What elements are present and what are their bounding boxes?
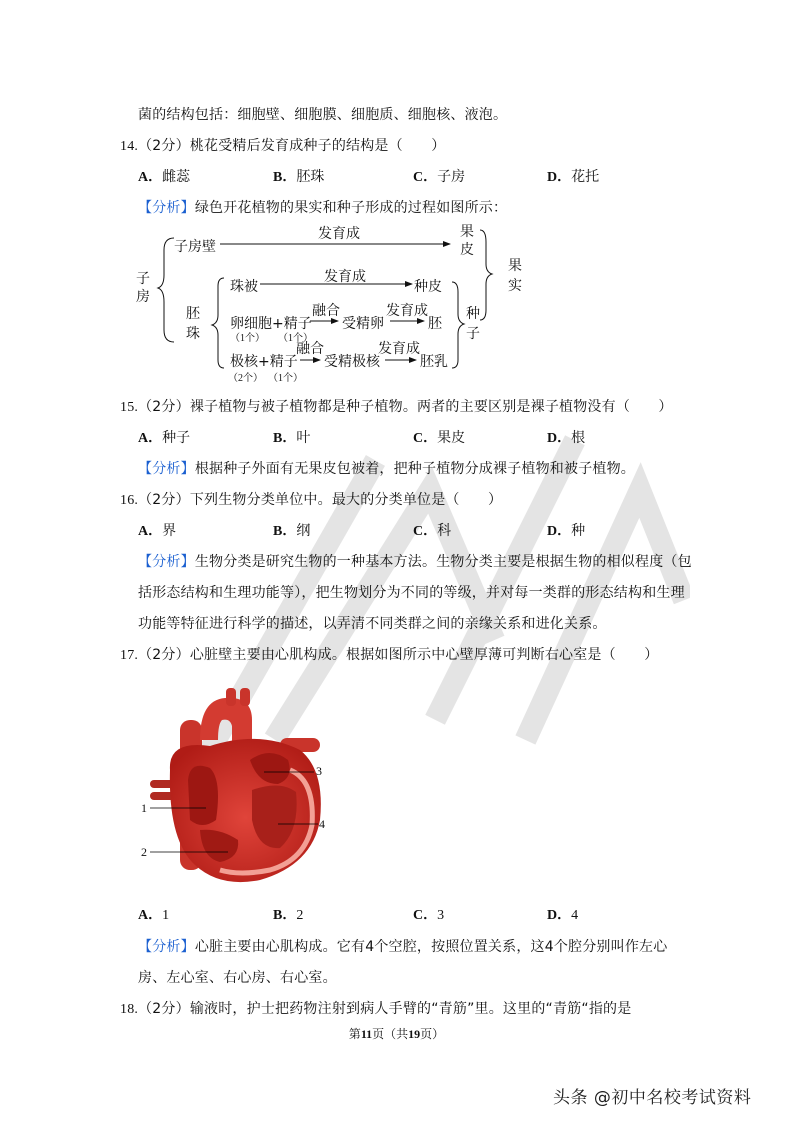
- option-a[interactable]: A．1: [138, 908, 170, 923]
- option-c[interactable]: C．科: [413, 523, 452, 539]
- continuation-text: 菌的结构包括：细胞壁、细胞膜、细胞质、细胞核、液泡。: [138, 107, 508, 123]
- question-15: 15.（2分）裸子植物与被子植物都是种子植物。两者的主要区别是裸子植物没有（ ）: [120, 399, 673, 415]
- label-egg-sperm: 卵细胞+精子: [230, 316, 312, 332]
- label-fruit: 果实: [508, 258, 522, 294]
- option-c[interactable]: C．子房: [413, 169, 466, 185]
- label-integument: 珠被: [230, 279, 258, 295]
- label-pericarp: 果皮: [460, 224, 474, 258]
- option-b[interactable]: B．纲: [273, 523, 311, 539]
- question-14: [120, 135, 445, 155]
- option-c[interactable]: C．3: [413, 908, 445, 923]
- analysis-label: 【分析】: [138, 200, 195, 216]
- label-fertilized-polar: 受精极核: [324, 354, 380, 370]
- heart-label-3: 3: [316, 764, 322, 778]
- option-d[interactable]: D．4: [547, 908, 579, 923]
- label-develops-3: 发育成: [386, 303, 428, 319]
- label-egg-count: （1个）: [230, 333, 265, 344]
- option-b[interactable]: B．胚珠: [273, 169, 325, 185]
- option-a[interactable]: A．界: [138, 523, 177, 539]
- analysis-16: 【分析】生物分类是研究生物的一种基本方法。生物分类主要是根据生物的相似程度（包: [138, 554, 692, 570]
- page-footer: 第11页（共19页）: [348, 1027, 445, 1041]
- option-b[interactable]: B．叶: [273, 430, 311, 446]
- label-zygote: 受精卵: [342, 316, 384, 332]
- label-polar-sperm: 极核+精子: [230, 354, 298, 370]
- question-stem: 桃花受精后发育成种子的结构是（ ）: [189, 138, 446, 154]
- fruit-seed-diagram: [130, 220, 530, 390]
- question-number: 14.: [120, 139, 139, 154]
- total-pages: 19: [408, 1027, 421, 1041]
- option-a[interactable]: A．种子: [138, 430, 191, 446]
- source-credit: 头条 @初中名校考试资料: [553, 1088, 752, 1108]
- option-b[interactable]: B．2: [273, 908, 304, 923]
- analysis-14: 【分析】绿色开花植物的果实和种子形成的过程如图所示：: [138, 200, 508, 216]
- label-ovary: 子房: [136, 271, 150, 305]
- label-seed-coat: 种皮: [414, 279, 442, 295]
- heart-label-2: 2: [141, 845, 147, 859]
- option-d[interactable]: D．种: [547, 523, 586, 539]
- label-ovary-wall: 子房壁: [174, 239, 216, 255]
- option-d[interactable]: D．根: [547, 430, 586, 446]
- label-seed: 种子: [466, 306, 480, 342]
- option-c[interactable]: C．果皮: [413, 430, 466, 446]
- analysis-15: 【分析】根据种子外面有无果皮包被着，把种子植物分成裸子植物和被子植物。: [138, 461, 636, 477]
- question-18: 18.（2分）输液时，护士把药物注射到病人手臂的“青筋”里。这里的“青筋“指的是: [120, 1001, 632, 1017]
- label-fuse-1: 融合: [312, 303, 340, 319]
- label-sperm-count-2: （1个）: [268, 373, 303, 384]
- label-develops-4: 发育成: [378, 341, 420, 357]
- question-17: 17.（2分）心脏壁主要由心肌构成。根据如图所示中心壁厚薄可判断右心室是（ ）: [120, 647, 659, 663]
- label-ovule: 胚珠: [186, 306, 200, 342]
- label-develops-2: 发育成: [324, 269, 366, 285]
- analysis-17: 【分析】心脏主要由心肌构成。它有4个空腔，按照位置关系，这4个腔分别叫作左心: [138, 939, 668, 955]
- label-sperm-count: （1个）: [278, 333, 313, 344]
- question-16: 16.（2分）下列生物分类单位中。最大的分类单位是（ ）: [120, 492, 503, 508]
- label-fuse-2: 融合: [296, 341, 324, 357]
- option-d[interactable]: D．花托: [547, 169, 600, 185]
- heart-label-1: 1: [141, 801, 147, 815]
- label-embryo: 胚: [428, 316, 442, 332]
- analysis-16-line-2: 括形态结构和生理功能等），把生物划分为不同的等级，并对每一类群的形态结构和生理: [138, 585, 685, 601]
- analysis-17-line-2: 房、左心室、右心房、右心室。: [138, 970, 337, 986]
- label-polar-count: （2个）: [228, 373, 263, 384]
- analysis-16-line-3: 功能等特征进行科学的描述，以弄清不同类群之间的亲缘关系和进化关系。: [138, 616, 607, 632]
- question-score: （2分）: [138, 138, 190, 154]
- label-develops-1: 发育成: [318, 226, 360, 242]
- option-a[interactable]: A．雌蕊: [138, 169, 191, 185]
- heart-figure: [140, 680, 340, 890]
- current-page: 11: [360, 1027, 373, 1041]
- label-endosperm: 胚乳: [420, 354, 448, 370]
- heart-label-4: 4: [319, 817, 325, 831]
